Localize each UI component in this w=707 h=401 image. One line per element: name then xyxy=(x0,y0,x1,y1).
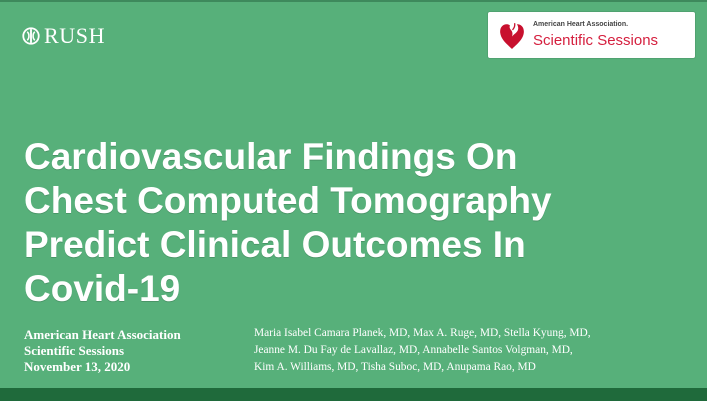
aha-logo-line-2: Scientific Sessions xyxy=(533,32,659,49)
event-date: November 13, 2020 xyxy=(24,359,131,374)
event-line: Scientific Sessions xyxy=(24,343,125,358)
author-line: Maria Isabel Camara Planek, MD, Max A. Ruge, MD, Stella Kyung, MD, xyxy=(254,327,591,339)
author-line: Jeanne M. Du Fay de Lavallaz, MD, Annabelle Santos Volgman, MD, xyxy=(254,344,573,356)
heart-torch-icon xyxy=(498,19,526,51)
event-line: American Heart Association xyxy=(24,327,181,342)
title-line: Chest Computed Tomography xyxy=(24,180,552,221)
top-edge-line xyxy=(0,0,707,2)
rush-logo-text: RUSH xyxy=(44,23,106,48)
author-line: Kim A. Williams, MD, Tisha Suboc, MD, Anupama Rao, MD xyxy=(254,361,536,373)
rush-seal-icon xyxy=(22,26,40,46)
title-line: Covid-19 xyxy=(24,268,181,309)
rush-logo xyxy=(22,25,105,47)
slide-title xyxy=(24,135,634,311)
bottom-band xyxy=(0,388,707,401)
title-line: Cardiovascular Findings On xyxy=(24,136,518,177)
author-list xyxy=(254,325,696,376)
aha-logo-text xyxy=(533,21,688,49)
aha-scientific-sessions-logo xyxy=(488,12,695,58)
event-info xyxy=(24,327,239,375)
aha-logo-line-1: American Heart Association. xyxy=(533,21,629,28)
title-line: Predict Clinical Outcomes In xyxy=(24,224,526,265)
